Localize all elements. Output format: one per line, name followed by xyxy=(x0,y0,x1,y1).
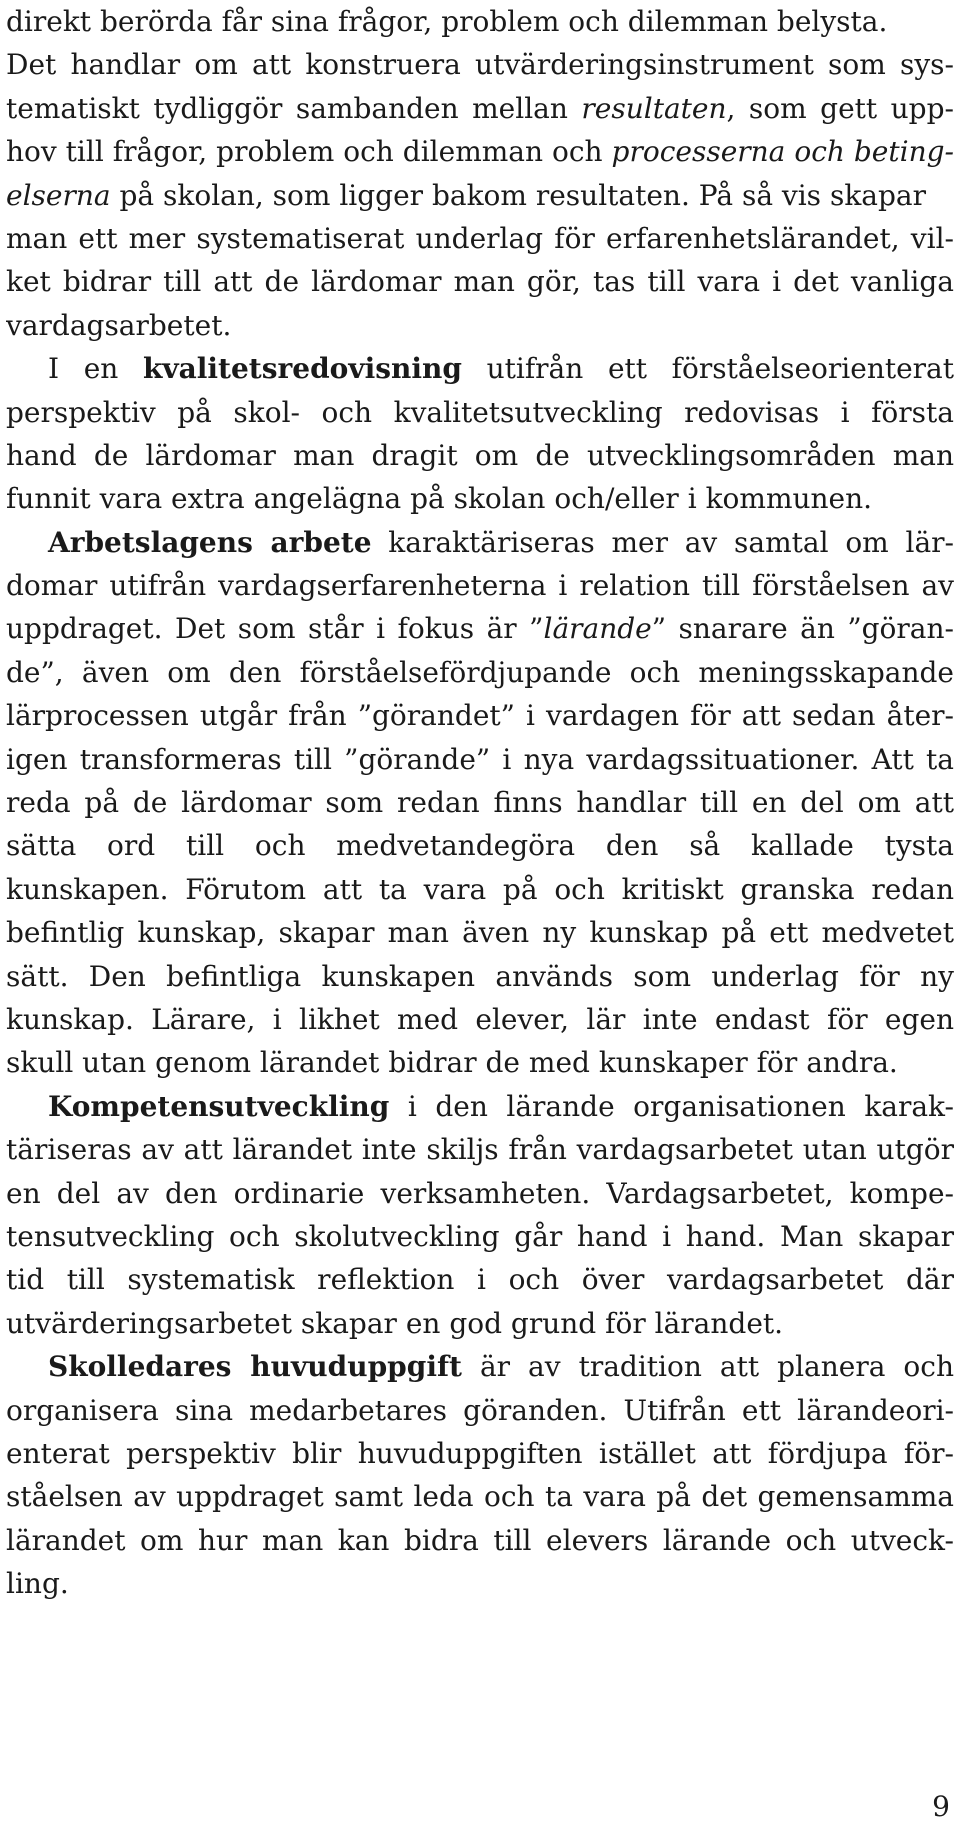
text-line xyxy=(6,260,954,303)
text-run: I en xyxy=(48,352,143,386)
text-run: sätt. Den befintliga kunskapen används som underlag för ny xyxy=(6,959,954,993)
text-run: ” snarare än ”göran- xyxy=(651,612,954,646)
text-line xyxy=(6,1475,954,1518)
text-line xyxy=(6,477,954,520)
text-run: uppdraget. Det som står i fokus är ” xyxy=(6,612,544,646)
text-run: befintlig kunskap, skapar man även ny kunskap på ett medvetet xyxy=(6,916,954,950)
text-run: en del av den ordinarie verksamheten. Vardagsarbetet, kompe- xyxy=(6,1176,954,1210)
text-run: organisera sina medarbetares göranden. Utifrån ett lärandeori- xyxy=(6,1393,954,1427)
text-run: lärandet om hur man kan bidra till elevers lärande och utveck- xyxy=(6,1523,954,1557)
italic-text: elserna xyxy=(6,178,111,212)
text-run: kunskap. Lärare, i likhet med elever, lär inte endast för egen xyxy=(6,1002,954,1036)
text-run: i den lärande organisationen karak- xyxy=(389,1089,954,1123)
text-run: lärprocessen utgår från ”görandet” i vardagen för att sedan åter- xyxy=(6,699,954,733)
text-line xyxy=(6,347,954,390)
page-number: 9 xyxy=(932,1790,950,1823)
text-run: direkt berörda får sina frågor, problem och dilemman belysta. xyxy=(6,5,888,38)
text-run: man ett mer systematiserat underlag för erfarenhetslärandet, vil- xyxy=(6,221,954,255)
text-line xyxy=(6,781,954,824)
text-line xyxy=(6,1128,954,1171)
text-line xyxy=(6,1345,954,1388)
text-run: enterat perspektiv blir huvuduppgiften istället att fördjupa för- xyxy=(6,1436,954,1470)
text-run: Det handlar om att konstruera utvärderingsinstrument som sys- xyxy=(6,48,954,82)
italic-text: lärande xyxy=(543,612,652,646)
text-line xyxy=(6,911,954,954)
bold-term: Kompetensutveckling xyxy=(48,1089,390,1123)
bold-term: Skolledares huvuduppgift xyxy=(48,1350,462,1384)
text-line xyxy=(6,564,954,607)
text-run: vardagsarbetet. xyxy=(6,308,232,342)
text-run: , som gett upp- xyxy=(726,91,954,125)
text-line xyxy=(6,824,954,867)
text-line xyxy=(6,1562,954,1605)
text-run: reda på de lärdomar som redan finns handlar till en del om att xyxy=(6,786,954,820)
text-run: sätta ord till och medvetandegöra den så kallade tysta xyxy=(6,829,954,863)
text-run: skull utan genom lärandet bidrar de med kunskaper för andra. xyxy=(6,1046,898,1080)
text-run: utvärderingsarbetet skapar en god grund för lärandet. xyxy=(6,1306,784,1340)
text-line xyxy=(6,1172,954,1215)
text-run: tid till systematisk reflektion i och över vardagsarbetet där xyxy=(6,1263,954,1297)
text-line xyxy=(6,1258,954,1301)
text-line xyxy=(6,0,954,43)
text-run: kunskapen. Förutom att ta vara på och kritiskt granska redan xyxy=(6,872,954,906)
text-line xyxy=(6,130,954,173)
text-line xyxy=(6,434,954,477)
text-run: domar utifrån vardagserfarenheterna i relation till förståelsen av xyxy=(6,569,954,603)
italic-text: resultaten xyxy=(581,91,727,125)
text-line xyxy=(6,174,954,217)
text-line xyxy=(6,651,954,694)
text-line xyxy=(6,868,954,911)
text-line xyxy=(6,1389,954,1432)
text-run: funnit vara extra angelägna på skolan och/eller i kommunen. xyxy=(6,482,873,516)
text-run: hov till frågor, problem och dilemman och xyxy=(6,135,612,169)
text-run: perspektiv på skol- och kvalitetsutveckling redovisas i första xyxy=(6,395,954,429)
text-line xyxy=(6,1085,954,1128)
text-line xyxy=(6,1215,954,1258)
text-line xyxy=(6,87,954,130)
text-run: hand de lärdomar man dragit om de utvecklingsområden man xyxy=(6,438,954,472)
text-line xyxy=(6,304,954,347)
bold-term: Arbetslagens arbete xyxy=(48,525,372,559)
text-line xyxy=(6,1519,954,1562)
text-run: igen transformeras till ”görande” i nya vardagssituationer. Att ta xyxy=(6,742,954,776)
text-run: tensutveckling och skolutveckling går hand i hand. Man skapar xyxy=(6,1219,954,1253)
text-line xyxy=(6,217,954,260)
text-run: ling. xyxy=(6,1567,69,1601)
bold-term: kvalitetsredovisning xyxy=(142,352,462,386)
text-line xyxy=(6,998,954,1041)
text-run: ståelsen av uppdraget samt leda och ta vara på det gemensamma xyxy=(6,1480,954,1514)
text-run: de”, även om den förståelsefördjupande och meningsskapande xyxy=(6,655,954,689)
text-run: utifrån ett förståelseorienterat xyxy=(461,352,954,386)
text-run: på skolan, som ligger bakom resultaten. På så vis skapar xyxy=(110,178,926,212)
text-line xyxy=(6,43,954,86)
text-line xyxy=(6,607,954,650)
italic-text: processerna och beting- xyxy=(611,135,954,169)
text-line xyxy=(6,1302,954,1345)
text-line xyxy=(6,391,954,434)
text-line xyxy=(6,1041,954,1084)
text-line xyxy=(6,955,954,998)
text-run: karaktäriseras mer av samtal om lär- xyxy=(371,525,954,559)
text-run: täriseras av att lärandet inte skiljs från vardagsarbetet utan utgör xyxy=(6,1133,954,1167)
body-text xyxy=(6,0,954,1605)
text-run: är av tradition att planera och xyxy=(461,1350,954,1384)
text-line xyxy=(6,521,954,564)
text-run: tematiskt tydliggör sambanden mellan xyxy=(6,91,582,125)
text-line xyxy=(6,694,954,737)
text-run: ket bidrar till att de lärdomar man gör, tas till vara i det vanliga xyxy=(6,265,954,299)
text-line xyxy=(6,738,954,781)
text-line xyxy=(6,1432,954,1475)
